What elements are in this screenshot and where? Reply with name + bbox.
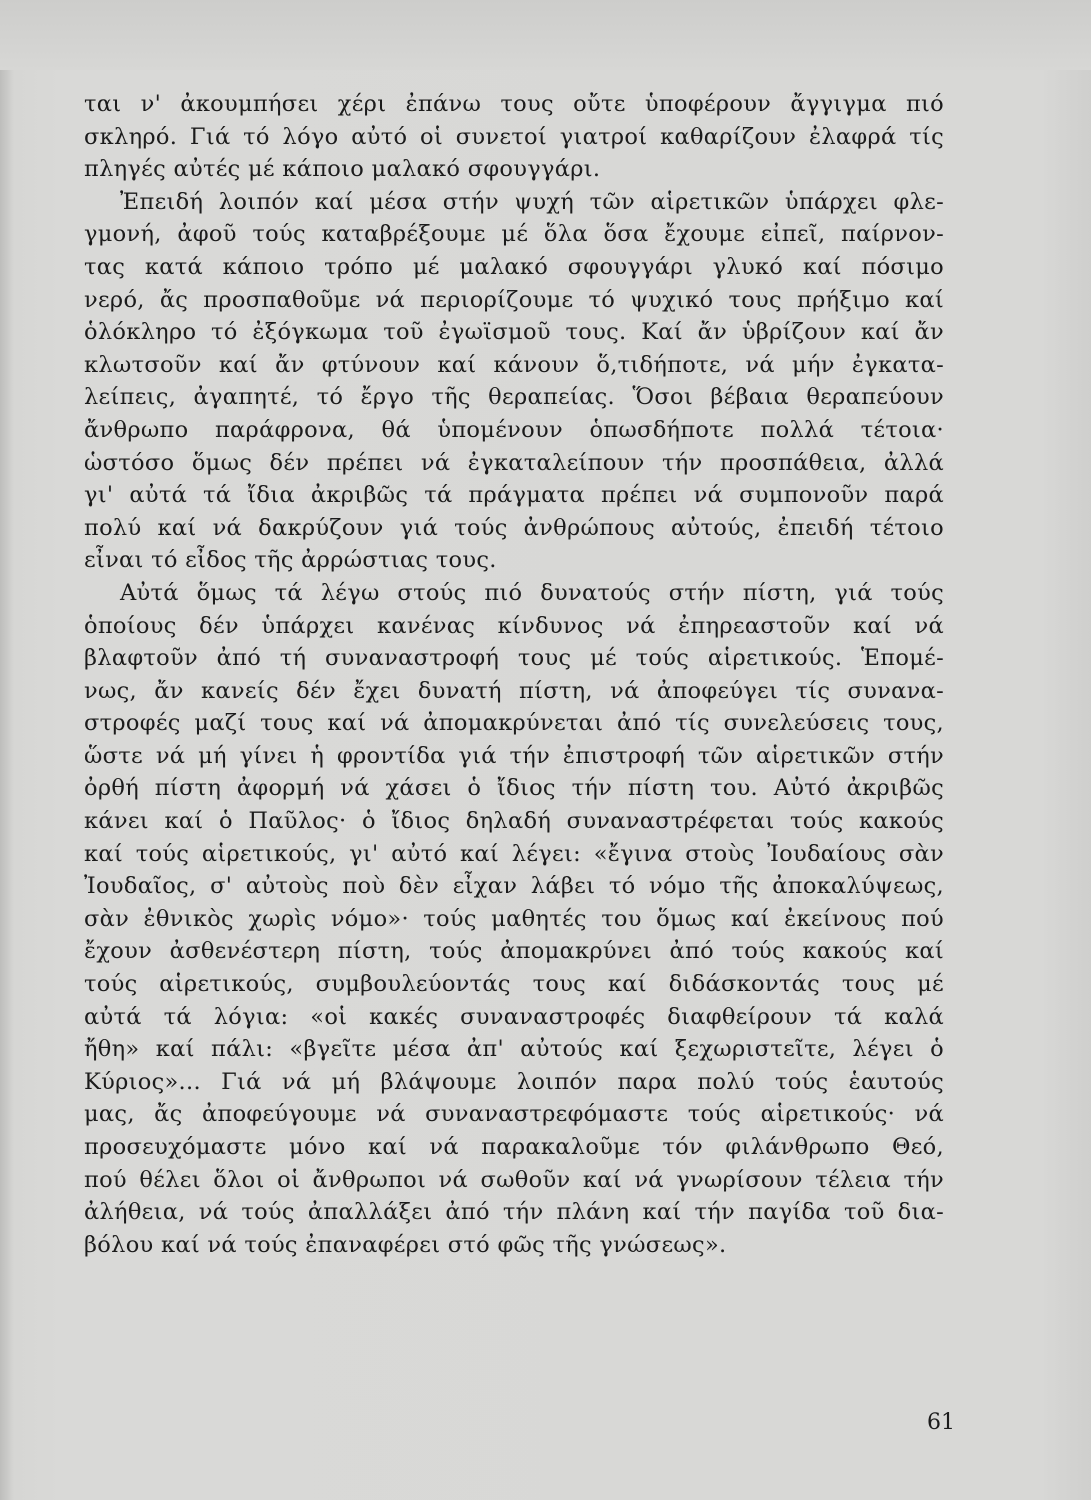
text-line-1: ται ν' ἀκουμπήσει χέρι ἐπάνω τους οὔτε ὑποφέρουν ἄγγιγμα πιό: [84, 91, 944, 117]
text-line-18: βλαφτοῦν ἀπό τή συναναστροφή τους μέ τούς αἱρετικούς. Ἑπομέ-: [84, 645, 944, 672]
text-line-15: εἶναι τό εἶδος τῆς ἀρρώστιας τους.: [84, 547, 497, 574]
text-line-27: ἔχουν ἀσθενέστερη πίστη, τούς ἀπομακρύνει ἀπό τούς κακούς καί: [84, 938, 944, 965]
body-text: [84, 88, 944, 1261]
text-line-5: γμονή, ἀφοῦ τούς καταβρέξουμε μέ ὅλα ὅσα ἔχουμε εἰπεῖ, παίρνον-: [84, 221, 944, 248]
text-line-11: ἄνθρωπο παράφρονα, θά ὑπομένουν ὁπωσδήποτε πολλά τέτοια·: [84, 416, 944, 443]
text-line-3: πληγές αὐτές μέ κάποιο μαλακό σφουγγάρι.: [84, 156, 601, 183]
text-line-8: ὁλόκληρο τό ἐξόγκωμα τοῦ ἐγωϊσμοῦ τους. Καί ἄν ὑβρίζουν καί ἄν: [84, 319, 944, 346]
text-line-9: κλωτσοῦν καί ἄν φτύνουν καί κάνουν ὅ,τιδήποτε, νά μήν ἐγκατα-: [84, 351, 944, 378]
text-line-20: στροφές μαζί τους καί νά ἀπομακρύνεται ἀπό τίς συνελεύσεις τους,: [84, 710, 944, 737]
text-line-7: νερό, ἄς προσπαθοῦμε νά περιορίζουμε τό ψυχικό τους πρήξιμο καί: [84, 286, 944, 313]
text-line-26: σὰν ἐθνικὸς χωρὶς νόμο»· τούς μαθητές του ὅμως καί ἐκείνους πού: [84, 905, 944, 932]
text-line-23: κάνει καί ὁ Παῦλος· ὁ ἴδιος δηλαδή συναναστρέφεται τούς κακούς: [84, 808, 944, 835]
page-top-shadow: [0, 0, 1091, 70]
page-number: 61: [927, 1410, 955, 1435]
text-line-31: Κύριος»... Γιά νά μή βλάψουμε λοιπόν παρα πολύ τούς ἑαυτούς: [84, 1068, 944, 1095]
text-line-32: μας, ἄς ἀποφεύγουμε νά συναναστρεφόμαστε τούς αἱρετικούς· νά: [84, 1101, 944, 1128]
text-line-17: ὁποίους δέν ὑπάρχει κανένας κίνδυνος νά ἐπηρεαστοῦν καί νά: [84, 612, 944, 639]
text-line-35: ἀλήθεια, νά τούς ἀπαλλάξει ἀπό τήν πλάνη καί τήν παγίδα τοῦ δια-: [84, 1199, 944, 1226]
text-line-34: πού θέλει ὅλοι οἱ ἄνθρωποι νά σωθοῦν καί νά γνωρίσουν τέλεια τήν: [84, 1166, 944, 1193]
text-line-10: λείπεις, ἀγαπητέ, τό ἔργο τῆς θεραπείας. Ὅσοι βέβαια θεραπεύουν: [84, 384, 944, 411]
text-line-19: νως, ἄν κανείς δέν ἔχει δυνατή πίστη, νά ἀποφεύγει τίς συνανα-: [84, 677, 944, 704]
text-line-25: Ἰουδαῖος, σ' αὐτοὺς ποὺ δὲν εἶχαν λάβει τό νόμο τῆς ἀποκαλύψεως,: [84, 873, 944, 900]
text-line-30: ἤθη» καί πάλι: «βγεῖτε μέσα ἀπ' αὐτούς καί ξεχωριστεῖτε, λέγει ὁ: [84, 1036, 944, 1063]
text-line-12: ὡστόσο ὅμως δέν πρέπει νά ἐγκαταλείπουν τήν προσπάθεια, ἀλλά: [84, 449, 944, 476]
text-line-21: ὥστε νά μή γίνει ἡ φροντίδα γιά τήν ἐπιστροφή τῶν αἱρετικῶν στήν: [84, 742, 944, 769]
text-line-6: τας κατά κάποιο τρόπο μέ μαλακό σφουγγάρι γλυκό καί πόσιμο: [84, 253, 944, 280]
text-line-14: πολύ καί νά δακρύζουν γιά τούς ἀνθρώπους αὐτούς, ἐπειδή τέτοιο: [84, 514, 944, 541]
text-line-24: καί τούς αἱρετικούς, γι' αὐτό καί λέγει: «ἔγινα στοὺς Ἰουδαίους σὰν: [84, 840, 944, 867]
text-line-4: Ἐπειδή λοιπόν καί μέσα στήν ψυχή τῶν αἱρετικῶν ὑπάρχει φλε-: [120, 188, 944, 215]
text-line-13: γι' αὐτά τά ἴδια ἀκριβῶς τά πράγματα πρέπει νά συμπονοῦν παρά: [84, 482, 944, 509]
text-line-28: τούς αἱρετικούς, συμβουλεύοντάς τους καί διδάσκοντάς τους μέ: [84, 971, 944, 998]
text-line-2: σκληρό. Γιά τό λόγο αὐτό οἱ συνετοί γιατροί καθαρίζουν ἐλαφρά τίς: [84, 123, 944, 150]
text-line-22: ὀρθή πίστη ἀφορμή νά χάσει ὁ ἴδιος τήν πίστη του. Αὐτό ἀκριβῶς: [84, 775, 944, 802]
text-line-16: Αὐτά ὅμως τά λέγω στούς πιό δυνατούς στήν πίστη, γιά τούς: [120, 579, 944, 606]
text-line-33: προσευχόμαστε μόνο καί νά παρακαλοῦμε τόν φιλάνθρωπο Θεό,: [84, 1134, 944, 1160]
text-line-36: βόλου καί νά τούς ἐπαναφέρει στό φῶς τῆς γνώσεως».: [84, 1231, 727, 1258]
text-line-29: αὐτά τά λόγια: «οἱ κακές συναναστροφές διαφθείρουν τά καλά: [84, 1003, 944, 1030]
